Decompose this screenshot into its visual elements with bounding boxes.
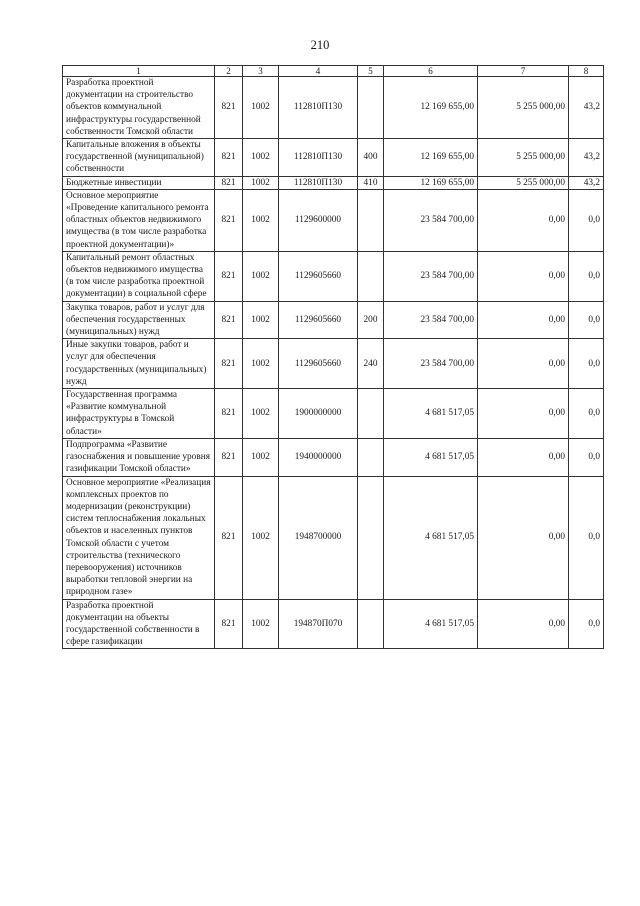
page-number: 210 — [310, 38, 330, 52]
table-row — [63, 139, 604, 177]
percent-cell: 0,0 — [569, 599, 604, 649]
table-row — [63, 176, 604, 189]
row-name-cell: Разработка проектной документации на объекты государственной собственности в сфере газификации — [63, 599, 215, 649]
row-name-cell: Разработка проектной документации на строительство объектов коммунальной инфраструктуры государственной собственности Томской области — [63, 77, 215, 139]
table-row — [63, 301, 604, 339]
planned-amount-cell: 4 681 517,05 — [384, 599, 478, 649]
section-code-cell: 1002 — [243, 438, 279, 476]
table-row — [63, 339, 604, 389]
section-code-cell: 1002 — [243, 389, 279, 439]
row-name-cell: Подпрограмма «Развитие газоснабжения и повышение уровня газификации Томской области» — [63, 438, 215, 476]
percent-cell: 0,0 — [569, 339, 604, 389]
column-header: 7 — [478, 66, 569, 77]
percent-cell: 0,0 — [569, 389, 604, 439]
row-name-cell: Закупка товаров, работ и услуг для обеспечения государственных (муниципальных) нужд — [63, 301, 215, 339]
expense-type-cell — [358, 476, 384, 599]
percent-cell: 43,2 — [569, 139, 604, 177]
chapter-code-cell: 821 — [215, 339, 243, 389]
section-code-cell: 1002 — [243, 251, 279, 301]
executed-amount-cell: 0,00 — [478, 476, 569, 599]
planned-amount-cell: 4 681 517,05 — [384, 438, 478, 476]
section-code-cell: 1002 — [243, 339, 279, 389]
column-header-row — [63, 66, 604, 77]
planned-amount-cell: 23 584 700,00 — [384, 339, 478, 389]
chapter-code-cell: 821 — [215, 139, 243, 177]
executed-amount-cell: 0,00 — [478, 189, 569, 251]
executed-amount-cell: 5 255 000,00 — [478, 176, 569, 189]
chapter-code-cell: 821 — [215, 77, 243, 139]
executed-amount-cell: 5 255 000,00 — [478, 77, 569, 139]
column-header: 1 — [63, 66, 215, 77]
column-header: 2 — [215, 66, 243, 77]
executed-amount-cell: 0,00 — [478, 339, 569, 389]
target-article-cell: 1129605660 — [279, 339, 358, 389]
row-name-cell: Основное мероприятие «Реализация комплексных проектов по модернизации (реконструкции) систем теплоснабжения локальных объектов и населенных пунктов Томской области с учетом строительства (технического перевооружения) источников выработки тепловой энергии на природном газе» — [63, 476, 215, 599]
percent-cell: 0,0 — [569, 251, 604, 301]
expense-type-cell — [358, 599, 384, 649]
chapter-code-cell: 821 — [215, 389, 243, 439]
target-article-cell: 194870П070 — [279, 599, 358, 649]
chapter-code-cell: 821 — [215, 251, 243, 301]
table-row — [63, 476, 604, 599]
executed-amount-cell: 0,00 — [478, 438, 569, 476]
executed-amount-cell: 0,00 — [478, 251, 569, 301]
chapter-code-cell: 821 — [215, 599, 243, 649]
row-name-cell: Государственная программа «Развитие коммунальной инфраструктуры в Томской области» — [63, 389, 215, 439]
target-article-cell: 1129600000 — [279, 189, 358, 251]
planned-amount-cell: 12 169 655,00 — [384, 139, 478, 177]
planned-amount-cell: 4 681 517,05 — [384, 389, 478, 439]
section-code-cell: 1002 — [243, 77, 279, 139]
row-name-cell: Иные закупки товаров, работ и услуг для обеспечения государственных (муниципальных) нужд — [63, 339, 215, 389]
expense-type-cell: 240 — [358, 339, 384, 389]
budget-table — [62, 65, 604, 649]
expense-type-cell — [358, 77, 384, 139]
percent-cell: 43,2 — [569, 176, 604, 189]
executed-amount-cell: 0,00 — [478, 301, 569, 339]
planned-amount-cell: 23 584 700,00 — [384, 189, 478, 251]
section-code-cell: 1002 — [243, 599, 279, 649]
expense-type-cell: 410 — [358, 176, 384, 189]
row-name-cell: Основное мероприятие «Проведение капитального ремонта областных объектов недвижимого имущества (в том числе разработка проектной документации)» — [63, 189, 215, 251]
table-row — [63, 251, 604, 301]
percent-cell: 0,0 — [569, 438, 604, 476]
column-header: 6 — [384, 66, 478, 77]
executed-amount-cell: 0,00 — [478, 599, 569, 649]
target-article-cell: 112810П130 — [279, 176, 358, 189]
target-article-cell: 112810П130 — [279, 77, 358, 139]
expense-type-cell — [358, 251, 384, 301]
target-article-cell: 1129605660 — [279, 251, 358, 301]
expense-type-cell: 200 — [358, 301, 384, 339]
planned-amount-cell: 23 584 700,00 — [384, 301, 478, 339]
section-code-cell: 1002 — [243, 301, 279, 339]
planned-amount-cell: 12 169 655,00 — [384, 77, 478, 139]
executed-amount-cell: 5 255 000,00 — [478, 139, 569, 177]
target-article-cell: 1948700000 — [279, 476, 358, 599]
row-name-cell: Капитальные вложения в объекты государственной (муниципальной) собственности — [63, 139, 215, 177]
table-row — [63, 77, 604, 139]
chapter-code-cell: 821 — [215, 301, 243, 339]
column-header: 8 — [569, 66, 604, 77]
table-row — [63, 438, 604, 476]
percent-cell: 43,2 — [569, 77, 604, 139]
expense-type-cell — [358, 189, 384, 251]
table-row — [63, 189, 604, 251]
expense-type-cell — [358, 438, 384, 476]
chapter-code-cell: 821 — [215, 476, 243, 599]
row-name-cell: Бюджетные инвестиции — [63, 176, 215, 189]
percent-cell: 0,0 — [569, 189, 604, 251]
percent-cell: 0,0 — [569, 476, 604, 599]
expense-type-cell: 400 — [358, 139, 384, 177]
table-row — [63, 599, 604, 649]
target-article-cell: 1940000000 — [279, 438, 358, 476]
column-header: 5 — [358, 66, 384, 77]
column-header: 4 — [279, 66, 358, 77]
section-code-cell: 1002 — [243, 176, 279, 189]
table-row — [63, 389, 604, 439]
section-code-cell: 1002 — [243, 139, 279, 177]
chapter-code-cell: 821 — [215, 176, 243, 189]
chapter-code-cell: 821 — [215, 189, 243, 251]
chapter-code-cell: 821 — [215, 438, 243, 476]
target-article-cell: 112810П130 — [279, 139, 358, 177]
planned-amount-cell: 12 169 655,00 — [384, 176, 478, 189]
column-header: 3 — [243, 66, 279, 77]
target-article-cell: 1129605660 — [279, 301, 358, 339]
section-code-cell: 1002 — [243, 476, 279, 599]
target-article-cell: 1900000000 — [279, 389, 358, 439]
planned-amount-cell: 23 584 700,00 — [384, 251, 478, 301]
percent-cell: 0,0 — [569, 301, 604, 339]
executed-amount-cell: 0,00 — [478, 389, 569, 439]
row-name-cell: Капитальный ремонт областных объектов недвижимого имущества (в том числе разработка проектной документации) в социальной сфере — [63, 251, 215, 301]
expense-type-cell — [358, 389, 384, 439]
planned-amount-cell: 4 681 517,05 — [384, 476, 478, 599]
section-code-cell: 1002 — [243, 189, 279, 251]
